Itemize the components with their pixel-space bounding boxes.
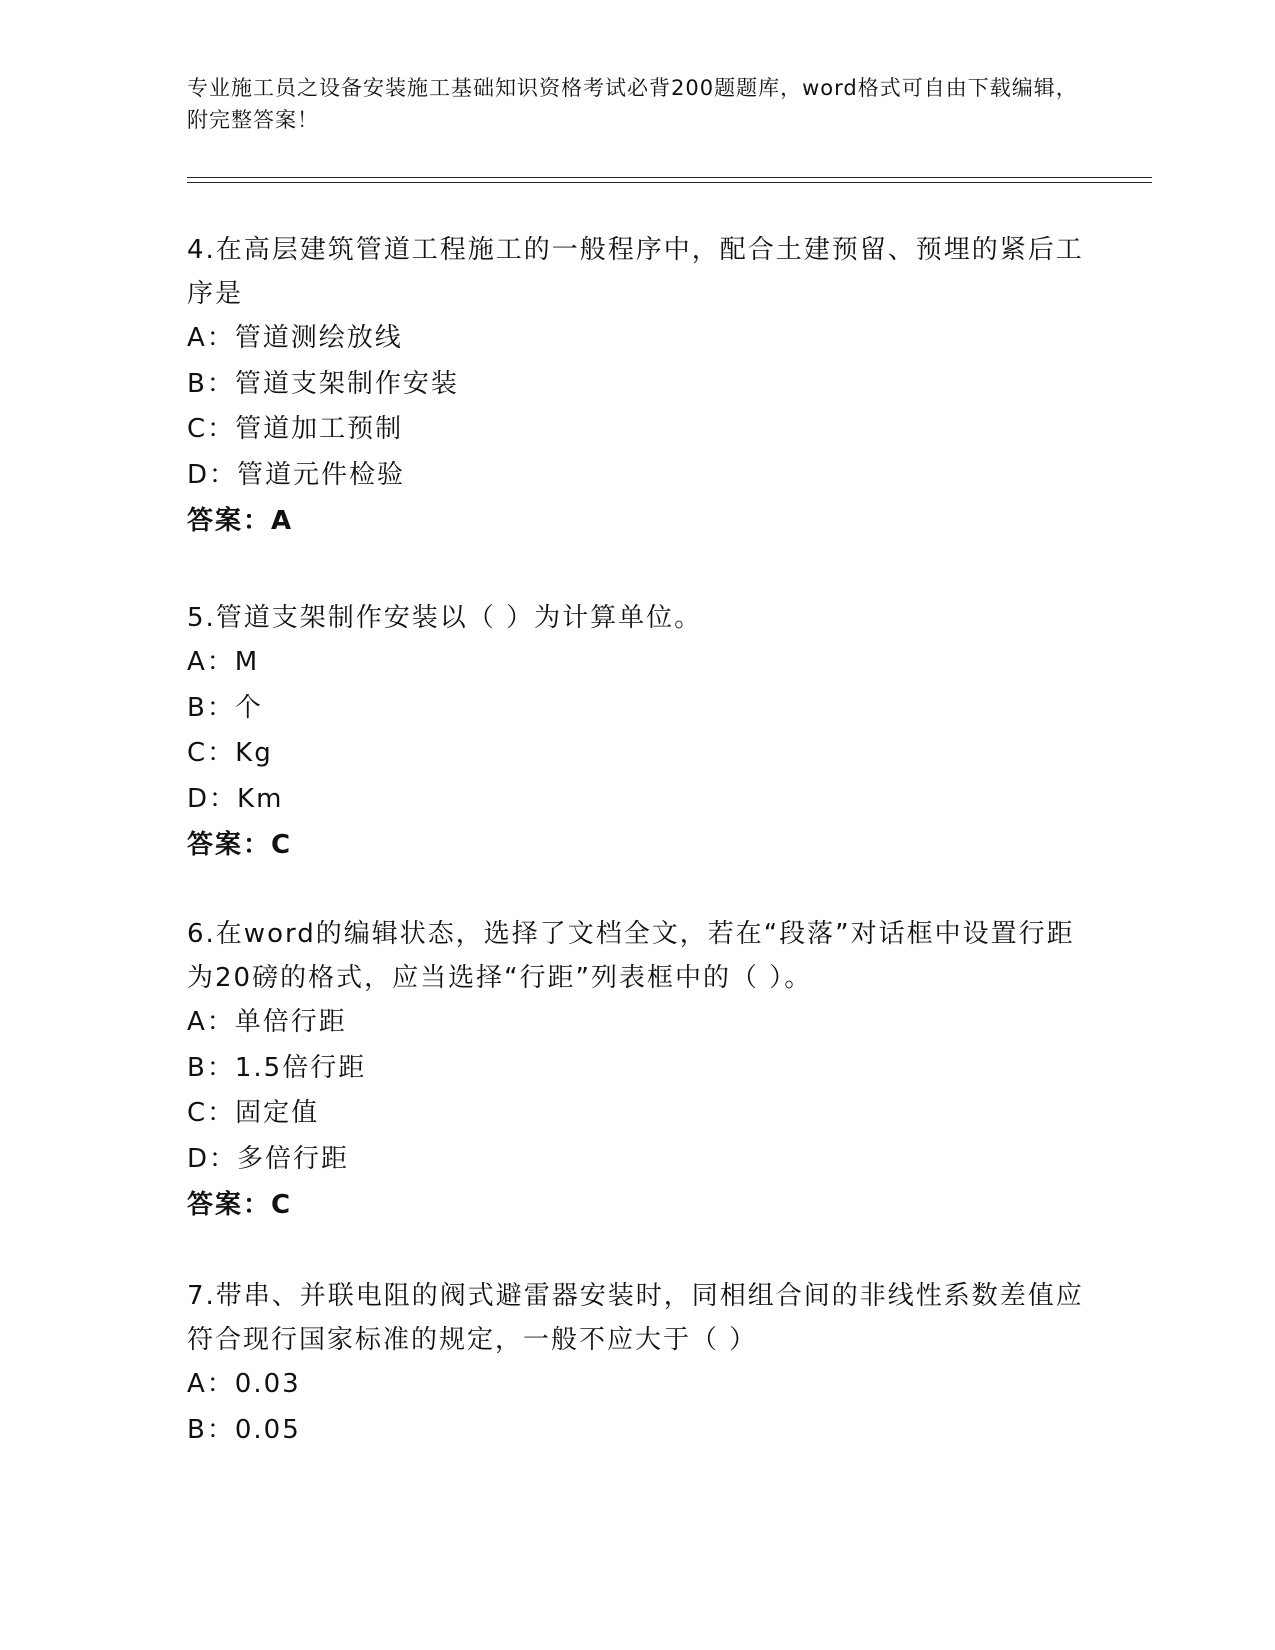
question-4 [187,228,1087,544]
option-text: 多倍行距 [237,1143,350,1174]
option-c [187,1091,1087,1137]
option-a [187,316,1087,362]
option-b [187,1046,1087,1092]
option-text: 管道测绘放线 [234,323,403,353]
option-text: 固定值 [235,1098,320,1128]
option-letter: C： [187,738,236,768]
answer: 答案：A [187,506,294,536]
option-text: 个 [234,692,263,723]
option-letter: A： [187,1369,235,1399]
option-c [187,407,1087,453]
option-text: 单倍行距 [234,1007,347,1037]
option-letter: B： [187,1052,235,1083]
option-text: 1.5倍行距 [234,1052,367,1083]
option-b [187,686,1087,732]
answer: 答案：C [187,1190,293,1220]
option-letter: C： [187,1098,236,1128]
header-divider-bottom [187,182,1152,183]
option-letter: A： [187,1007,235,1037]
option-letter: B： [187,692,235,723]
option-b [187,362,1087,408]
option-text: M [234,647,260,677]
option-letter: B： [187,368,235,399]
option-letter: D： [187,783,238,814]
question-stem: 7.带串、并联电阻的阀式避雷器安装时，同相组合间的非线性系数差值应符合现行国家标准的规定，一般不应大于（ ） [187,1281,1084,1355]
question-6 [187,912,1087,1228]
option-text: 管道元件检验 [237,459,406,490]
option-b [187,1408,1087,1454]
option-d [187,777,1087,823]
option-text: 管道支架制作安装 [234,368,459,399]
option-d [187,453,1087,499]
document-header: 专业施工员之设备安装施工基础知识资格考试必背200题题库，word格式可自由下载编辑，附完整答案！ [187,76,1078,132]
question-stem: 6.在word的编辑状态，选择了文档全文，若在“段落”对话框中设置行距为20磅的格式，应当选择“行距”列表框中的（ ）。 [187,919,1075,993]
option-text: Km [237,783,284,814]
header-divider-top [187,177,1152,178]
option-d [187,1137,1087,1183]
option-letter: D： [187,1143,238,1174]
question-stem: 4.在高层建筑管道工程施工的一般程序中，配合土建预留、预埋的紧后工序是 [187,235,1084,309]
option-text: 0.03 [234,1369,301,1399]
option-a [187,1362,1087,1408]
option-text: 管道加工预制 [235,414,404,444]
option-letter: B： [187,1414,235,1445]
option-a [187,640,1087,686]
option-text: 0.05 [234,1414,301,1445]
option-c [187,731,1087,777]
option-letter: A： [187,647,235,677]
option-a [187,1000,1087,1046]
option-letter: D： [187,459,238,490]
question-stem: 5.管道支架制作安装以（ ）为计算单位。 [187,603,703,633]
option-text: Kg [235,738,273,768]
answer: 答案：C [187,830,293,860]
option-letter: A： [187,323,235,353]
question-7 [187,1274,1087,1453]
option-letter: C： [187,414,236,444]
question-5 [187,596,1087,868]
